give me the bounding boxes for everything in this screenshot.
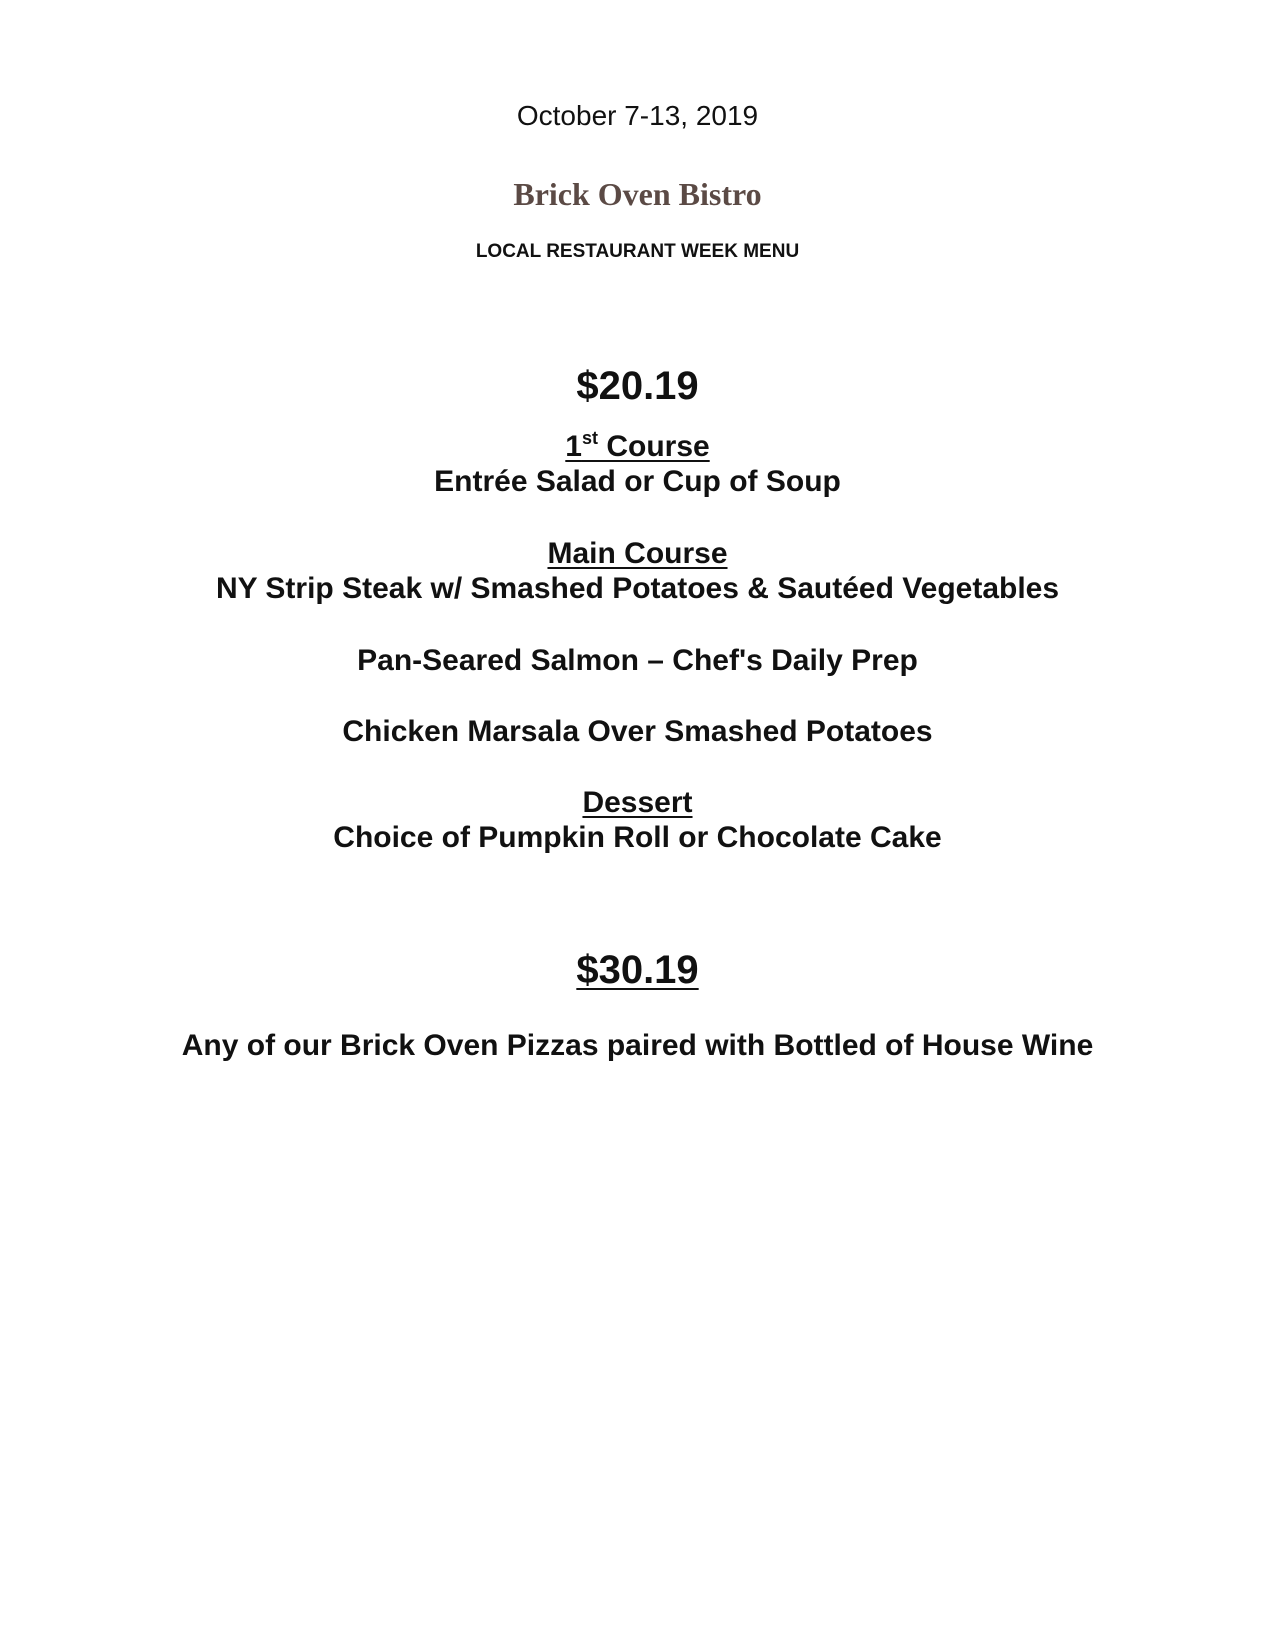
menu-date: October 7-13, 2019: [516, 100, 759, 131]
restaurant-name: Brick Oven Bistro: [513, 176, 762, 212]
main-course-item: NY Strip Steak w/ Smashed Potatoes & Sautéed Vegetables: [215, 572, 1060, 605]
first-course-item: Entrée Salad or Cup of Soup: [434, 465, 841, 498]
main-course-item: Pan-Seared Salmon – Chef's Daily Prep: [357, 644, 918, 677]
main-course-item: Chicken Marsala Over Smashed Potatoes: [342, 715, 933, 748]
pizza-wine-offer: Any of our Brick Oven Pizzas paired with Bottled of House Wine: [181, 1029, 1094, 1062]
first-course-heading: [0, 430, 1275, 464]
first-course-label: Course: [598, 430, 710, 463]
main-course-heading: Main Course: [547, 537, 728, 570]
first-course-ordinal-suffix: st: [581, 428, 598, 448]
price-tier-one: $20.19: [576, 364, 699, 408]
first-course-number: 1: [565, 430, 582, 463]
menu-subtitle: LOCAL RESTAURANT WEEK MENU: [475, 241, 800, 262]
dessert-heading: Dessert: [582, 786, 693, 819]
price-tier-two: $30.19: [576, 948, 699, 992]
dessert-item: Choice of Pumpkin Roll or Chocolate Cake: [333, 821, 942, 854]
